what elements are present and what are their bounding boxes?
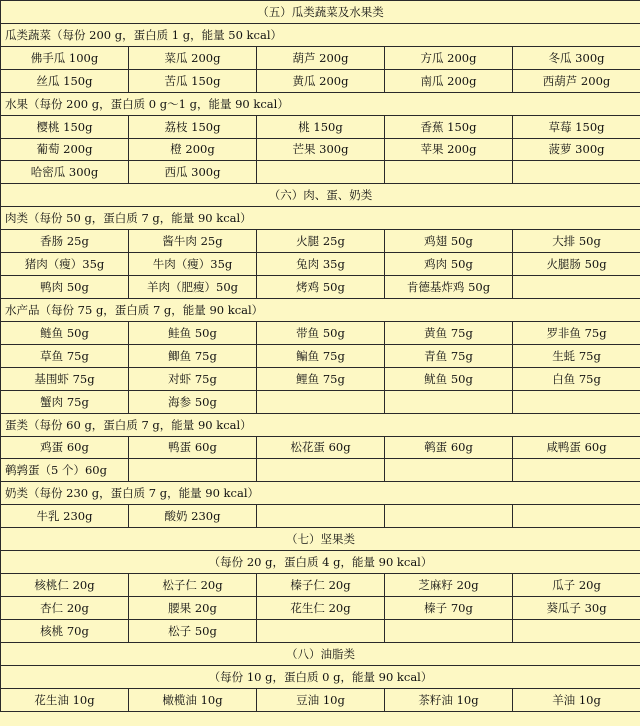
food-item-cell: 鹌蛋 60g: [385, 436, 513, 459]
table-row: [1, 688, 640, 711]
food-item-cell: 青鱼 75g: [385, 344, 513, 367]
food-item-cell: 带鱼 50g: [257, 321, 385, 344]
food-item-cell: [513, 505, 640, 528]
empty-cell: [513, 459, 640, 482]
food-item-cell: 芝麻籽 20g: [385, 574, 513, 597]
food-item-cell: 葡萄 200g: [1, 138, 129, 161]
food-item-cell: 大排 50g: [513, 230, 640, 253]
table-row: [1, 505, 640, 528]
food-item-cell: 榛子 70g: [385, 596, 513, 619]
food-item-cell: 烤鸡 50g: [257, 276, 385, 299]
food-item-cell: 鸭蛋 60g: [129, 436, 257, 459]
table-row: [1, 46, 640, 69]
food-item-cell: 核桃 70g: [1, 619, 129, 642]
section-header-row: [1, 1, 640, 24]
table-row: [1, 230, 640, 253]
food-item-cell: 花生油 10g: [1, 688, 129, 711]
category-label: （每份 20 g，蛋白质 4 g，能量 90 kcal）: [1, 551, 640, 574]
category-row: [1, 665, 640, 688]
food-item-cell: [257, 505, 385, 528]
food-item-cell: 草鱼 75g: [1, 344, 129, 367]
food-item-cell: 鱿鱼 50g: [385, 367, 513, 390]
category-row: [1, 207, 640, 230]
category-label: 奶类（每份 230 g，蛋白质 7 g，能量 90 kcal）: [1, 482, 640, 505]
food-item-cell: 松子 50g: [129, 619, 257, 642]
category-label: 水果（每份 200 g，蛋白质 0 g～1 g，能量 90 kcal）: [1, 92, 640, 115]
food-item-cell: 腰果 20g: [129, 596, 257, 619]
category-label: 水产品（每份 75 g，蛋白质 7 g，能量 90 kcal）: [1, 298, 640, 321]
food-item-cell: 樱桃 150g: [1, 115, 129, 138]
food-item-cell: 鸡蛋 60g: [1, 436, 129, 459]
food-item-cell: 酱牛肉 25g: [129, 230, 257, 253]
section-header: （八）油脂类: [1, 642, 640, 665]
table-row: [1, 69, 640, 92]
food-item-cell: 兔肉 35g: [257, 253, 385, 276]
food-item-cell: 鸭肉 50g: [1, 276, 129, 299]
food-item-cell: [257, 161, 385, 184]
food-item-cell: [385, 161, 513, 184]
food-item-cell: 茶籽油 10g: [385, 688, 513, 711]
food-item-cell: 对虾 75g: [129, 367, 257, 390]
category-row: [1, 92, 640, 115]
food-item-cell: 生蚝 75g: [513, 344, 640, 367]
food-item-cell: 葫芦 200g: [257, 46, 385, 69]
category-row: [1, 551, 640, 574]
category-row: [1, 413, 640, 436]
food-item-cell: 鸡翅 50g: [385, 230, 513, 253]
food-item-cell: 鸡肉 50g: [385, 253, 513, 276]
food-item-cell: 芒果 300g: [257, 138, 385, 161]
food-item-cell: 鹌鹑蛋（5 个）60g: [1, 459, 129, 482]
food-item-cell: 鲑鱼 50g: [129, 321, 257, 344]
food-item-cell: 荔枝 150g: [129, 115, 257, 138]
food-item-cell: 佛手瓜 100g: [1, 46, 129, 69]
food-item-cell: 松子仁 20g: [129, 574, 257, 597]
food-item-cell: 鲢鱼 50g: [1, 321, 129, 344]
food-item-cell: 鲤鱼 75g: [257, 367, 385, 390]
table-row: [1, 161, 640, 184]
food-item-cell: [385, 390, 513, 413]
food-item-cell: 榛子仁 20g: [257, 574, 385, 597]
food-item-cell: 海参 50g: [129, 390, 257, 413]
food-item-cell: [513, 161, 640, 184]
food-item-cell: 南瓜 200g: [385, 69, 513, 92]
food-item-cell: 咸鸭蛋 60g: [513, 436, 640, 459]
food-item-cell: [513, 619, 640, 642]
table-row: [1, 574, 640, 597]
category-label: 肉类（每份 50 g，蛋白质 7 g，能量 90 kcal）: [1, 207, 640, 230]
table-body: [1, 1, 640, 712]
food-item-cell: 西瓜 300g: [129, 161, 257, 184]
table-row: [1, 390, 640, 413]
food-item-cell: 菠萝 300g: [513, 138, 640, 161]
section-header: （五）瓜类蔬菜及水果类: [1, 1, 640, 24]
table-row: [1, 344, 640, 367]
category-row: [1, 298, 640, 321]
section-header-row: [1, 184, 640, 207]
food-item-cell: 鲫鱼 75g: [129, 344, 257, 367]
food-item-cell: 白鱼 75g: [513, 367, 640, 390]
food-item-cell: [385, 505, 513, 528]
food-item-cell: 酸奶 230g: [129, 505, 257, 528]
food-item-cell: 豆油 10g: [257, 688, 385, 711]
food-item-cell: 苦瓜 150g: [129, 69, 257, 92]
empty-cell: [257, 459, 385, 482]
food-item-cell: 肯德基炸鸡 50g: [385, 276, 513, 299]
food-item-cell: 黄鱼 75g: [385, 321, 513, 344]
food-item-cell: 葵瓜子 30g: [513, 596, 640, 619]
category-row: [1, 482, 640, 505]
food-item-cell: 菜瓜 200g: [129, 46, 257, 69]
category-row: [1, 23, 640, 46]
food-item-cell: 牛肉（瘦）35g: [129, 253, 257, 276]
food-item-cell: 蟹肉 75g: [1, 390, 129, 413]
food-item-cell: 橙 200g: [129, 138, 257, 161]
food-item-cell: 松花蛋 60g: [257, 436, 385, 459]
food-item-cell: 鳊鱼 75g: [257, 344, 385, 367]
table-row: [1, 276, 640, 299]
food-item-cell: 火腿 25g: [257, 230, 385, 253]
category-label: 瓜类蔬菜（每份 200 g，蛋白质 1 g，能量 50 kcal）: [1, 23, 640, 46]
empty-cell: [129, 459, 257, 482]
table-row: [1, 436, 640, 459]
table-row: [1, 596, 640, 619]
section-header-row: [1, 528, 640, 551]
food-item-cell: 苹果 200g: [385, 138, 513, 161]
food-item-cell: 香蕉 150g: [385, 115, 513, 138]
food-item-cell: [513, 276, 640, 299]
food-item-cell: [257, 390, 385, 413]
table-row: [1, 253, 640, 276]
food-item-cell: 罗非鱼 75g: [513, 321, 640, 344]
food-item-cell: 西葫芦 200g: [513, 69, 640, 92]
section-header: （六）肉、蛋、奶类: [1, 184, 640, 207]
section-header: （七）坚果类: [1, 528, 640, 551]
food-item-cell: 花生仁 20g: [257, 596, 385, 619]
food-item-cell: 橄榄油 10g: [129, 688, 257, 711]
table-row: [1, 459, 640, 482]
section-header-row: [1, 642, 640, 665]
food-item-cell: 丝瓜 150g: [1, 69, 129, 92]
food-item-cell: [385, 619, 513, 642]
food-item-cell: 羊肉（肥瘦）50g: [129, 276, 257, 299]
food-item-cell: 猪肉（瘦）35g: [1, 253, 129, 276]
table-row: [1, 619, 640, 642]
table-row: [1, 367, 640, 390]
food-item-cell: 基围虾 75g: [1, 367, 129, 390]
food-item-cell: 冬瓜 300g: [513, 46, 640, 69]
food-item-cell: [513, 390, 640, 413]
food-item-cell: 杏仁 20g: [1, 596, 129, 619]
table-row: [1, 115, 640, 138]
food-item-cell: 哈密瓜 300g: [1, 161, 129, 184]
table-row: [1, 321, 640, 344]
empty-cell: [385, 459, 513, 482]
food-item-cell: 牛乳 230g: [1, 505, 129, 528]
food-item-cell: 黄瓜 200g: [257, 69, 385, 92]
food-item-cell: [257, 619, 385, 642]
food-item-cell: 香肠 25g: [1, 230, 129, 253]
food-item-cell: 瓜子 20g: [513, 574, 640, 597]
food-item-cell: 核桃仁 20g: [1, 574, 129, 597]
food-item-cell: 火腿肠 50g: [513, 253, 640, 276]
food-item-cell: 羊油 10g: [513, 688, 640, 711]
category-label: 蛋类（每份 60 g，蛋白质 7 g，能量 90 kcal）: [1, 413, 640, 436]
table-row: [1, 138, 640, 161]
category-label: （每份 10 g，蛋白质 0 g，能量 90 kcal）: [1, 665, 640, 688]
food-item-cell: 桃 150g: [257, 115, 385, 138]
food-item-cell: 草莓 150g: [513, 115, 640, 138]
food-item-cell: 方瓜 200g: [385, 46, 513, 69]
